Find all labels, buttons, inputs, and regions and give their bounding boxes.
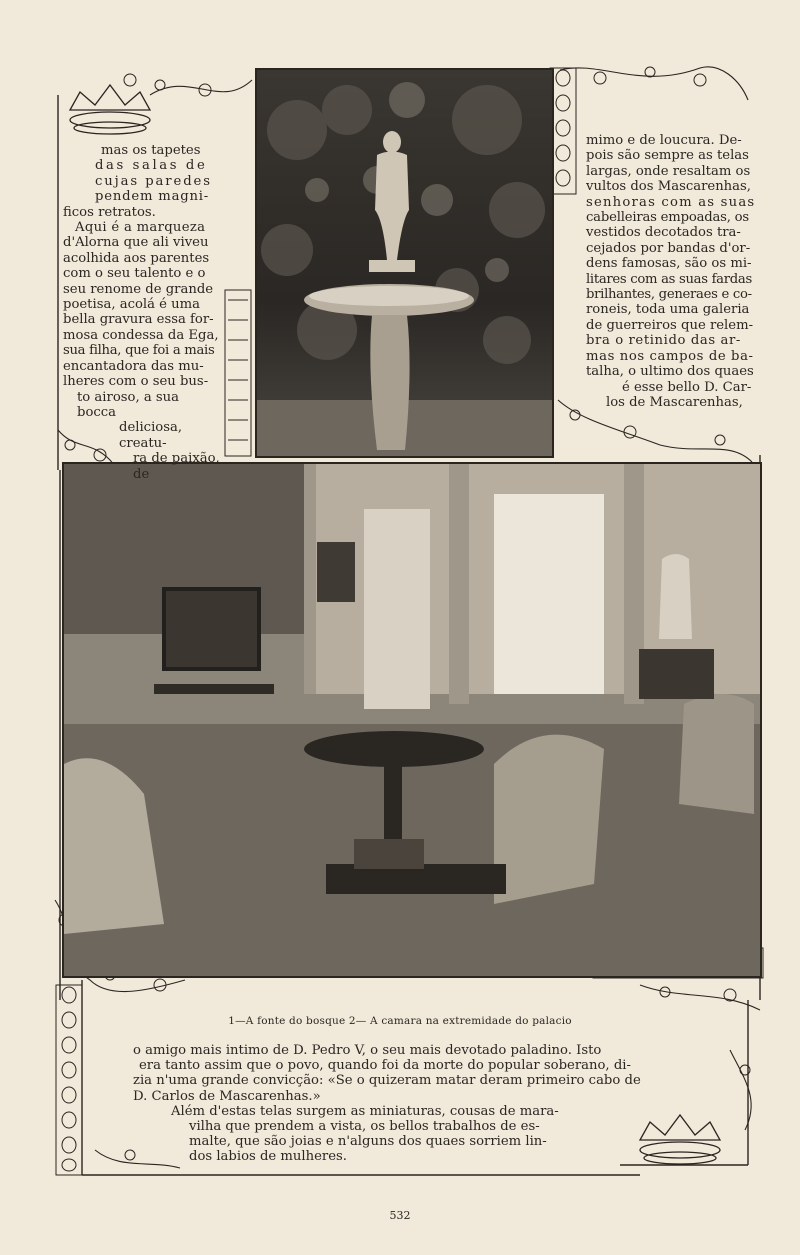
text-line: cabelleiras empoadas, os bbox=[586, 210, 749, 226]
text-line: talha, o ultimo dos quaes bbox=[586, 364, 754, 380]
text-line: acolhida aos parentes bbox=[63, 250, 210, 266]
text-line: largas, onde resaltam os bbox=[586, 163, 751, 179]
text-line: deliciosa, creatu- bbox=[119, 420, 183, 451]
text-line: encantadora das mu- bbox=[63, 358, 204, 374]
left-column bbox=[63, 143, 221, 482]
text-line: d'Alorna que ali viveu bbox=[63, 235, 209, 251]
text-line: zia n'uma grande convicção: «Se o quizeram matar deram primeiro cabo de bbox=[133, 1073, 641, 1089]
text-line: dos labios de mulheres. bbox=[189, 1149, 347, 1165]
fountain-photo bbox=[255, 68, 554, 458]
text-line: vilha que prendem a vista, os bellos trabalhos de es- bbox=[189, 1119, 540, 1135]
text-line: ra de paixão, de bbox=[133, 451, 220, 482]
text-line: senhoras com as suas bbox=[586, 194, 756, 210]
text-line: mas nos campos de ba- bbox=[586, 348, 754, 364]
text-line: roneis, toda uma galeria bbox=[586, 302, 750, 318]
text-line: com o seu talento e o bbox=[63, 266, 206, 282]
page-number: 532 bbox=[389, 1209, 411, 1222]
bottom-text bbox=[133, 1043, 693, 1165]
text-line: to airoso, a sua bocca bbox=[77, 389, 180, 420]
text-line: pendem magni- bbox=[95, 189, 210, 205]
text-line: vultos dos Mascarenhas, bbox=[586, 179, 751, 195]
text-line: mosa condessa da Ega, bbox=[63, 327, 219, 343]
text-line: malte, que são joias e n'alguns dos quaes sorriem lin- bbox=[189, 1134, 547, 1150]
text-line: é esse bello D. Car- bbox=[622, 379, 752, 395]
text-line: pois são sempre as telas bbox=[586, 148, 749, 164]
text-line: poetisa, acolá é uma bbox=[63, 297, 201, 313]
text-line: seu renome de grande bbox=[63, 281, 214, 297]
text-line: mimo e de loucura. De- bbox=[586, 133, 742, 148]
text-line: los de Mascarenhas, bbox=[606, 394, 743, 410]
text-line: Aqui é a marqueza bbox=[75, 220, 206, 236]
right-column bbox=[586, 133, 776, 410]
text-line: o amigo mais intimo de D. Pedro V, o seu mais devotado paladino. Isto bbox=[133, 1043, 602, 1058]
text-line: cejados por bandas d'or- bbox=[586, 240, 751, 256]
text-line: das salas de bbox=[95, 158, 208, 174]
text-line: D. Carlos de Mascarenhas.» bbox=[133, 1088, 321, 1104]
text-line: bra o retinido das ar- bbox=[586, 333, 741, 349]
text-line: brilhantes, generaes e co- bbox=[586, 287, 752, 303]
text-line: era tanto assim que o povo, quando foi da morte do popular soberano, di- bbox=[139, 1058, 631, 1074]
text-line: mas os tapetes bbox=[101, 143, 201, 158]
text-line: lheres com o seu bus- bbox=[63, 374, 209, 390]
chamber-photo bbox=[62, 462, 762, 978]
figure-caption: 1—A fonte do bosque 2— A camara na extremidade do palacio bbox=[228, 1015, 572, 1027]
text-line: de guerreiros que relem- bbox=[586, 317, 754, 333]
text-line: sua filha, que foi a mais bbox=[63, 343, 215, 359]
text-line: litares com as suas fardas bbox=[586, 271, 752, 287]
text-line: ficos retratos. bbox=[63, 204, 156, 220]
text-line: cujas paredes bbox=[95, 173, 212, 189]
text-line: vestidos decotados tra- bbox=[586, 225, 741, 241]
text-line: dens famosas, são os mi- bbox=[586, 256, 752, 272]
text-line: bella gravura essa for- bbox=[63, 312, 214, 328]
text-line: Além d'estas telas surgem as miniaturas, cousas de mara- bbox=[171, 1103, 559, 1119]
